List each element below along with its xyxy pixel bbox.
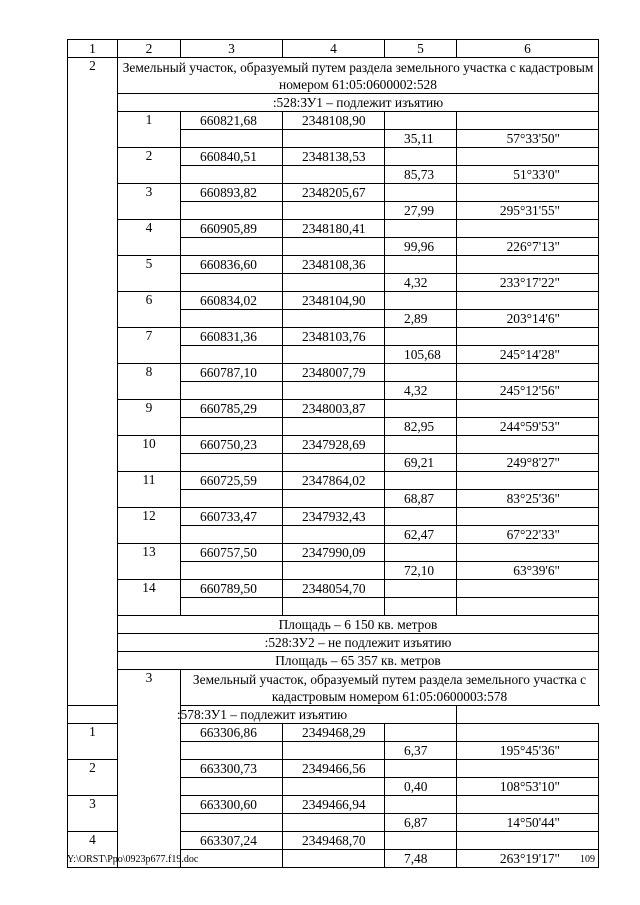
empty-cell [385,256,457,274]
section-title-row [68,670,599,706]
point-number: 1 [68,724,118,760]
coord-y: 2348007,79 [283,364,385,382]
point-number: 2 [68,760,118,796]
coord-y: 2348108,90 [283,112,385,130]
coord-x: 660821,68 [181,112,283,130]
point-number: 11 [118,472,181,508]
empty-cell [385,184,457,202]
point-number: 10 [118,436,181,472]
point-number: 8 [118,364,181,400]
empty-cell [283,598,385,616]
coord-x: 660725,59 [181,472,283,490]
coord-y: 2347990,09 [283,544,385,562]
empty-cell [385,832,457,850]
empty-cell [283,166,385,184]
point-row [68,364,599,382]
empty-cell [283,814,385,832]
segment-length: 6,87 [385,814,457,832]
empty-cell [181,418,283,436]
empty-cell [385,148,457,166]
point-row [68,112,599,130]
coord-x: 660893,82 [181,184,283,202]
direction-angle: 203°14'6" [457,310,599,328]
coord-y: 2347928,69 [283,436,385,454]
segment-length: 7,48 [385,850,457,868]
segment-length: 68,87 [385,490,457,508]
empty-cell [283,742,385,760]
subplot-row [68,706,599,724]
empty-cell [457,508,599,526]
direction-angle: 249°8'27" [457,454,599,472]
coord-y: 2348108,36 [283,256,385,274]
empty-cell [181,490,283,508]
section-title: Земельный участок, образуемый путем раздела земельного участка с кадастровым номером 61:05:0600003:578 [181,670,599,706]
empty-cell [283,202,385,220]
coordinates-table [67,39,599,868]
coord-x: 660757,50 [181,544,283,562]
summary-text: :528:ЗУ2 – не подлежит изъятию [118,634,599,652]
coord-y: 2348138,53 [283,148,385,166]
empty-cell [457,184,599,202]
coord-y: 2348205,67 [283,184,385,202]
coord-y: 2348180,41 [283,220,385,238]
subplot-label: :578:ЗУ1 – подлежит изъятию [68,706,457,724]
empty-cell [385,760,457,778]
empty-cell [181,166,283,184]
section-number: 2 [68,58,118,706]
point-number: 5 [118,256,181,292]
point-number: 7 [118,328,181,364]
summary-row [68,652,599,670]
empty-cell [283,274,385,292]
point-row [68,328,599,346]
section-title-row [68,58,599,94]
empty-cell [457,256,599,274]
direction-angle: 226°7'13" [457,238,599,256]
point-number: 14 [118,580,181,616]
empty-cell [283,238,385,256]
coord-x: 660905,89 [181,220,283,238]
empty-cell [457,580,599,598]
coord-y: 2348054,70 [283,580,385,598]
coord-y: 2349466,94 [283,796,385,814]
point-number: 13 [118,544,181,580]
coord-x: 660733,47 [181,508,283,526]
coord-x: 660831,36 [181,328,283,346]
empty-cell [457,328,599,346]
empty-cell [385,328,457,346]
segment-length: 99,96 [385,238,457,256]
column-header: 3 [181,40,283,58]
coord-y: 2347932,43 [283,508,385,526]
empty-cell [457,760,599,778]
empty-cell [385,508,457,526]
empty-cell [457,364,599,382]
direction-angle: 57°33'50" [457,130,599,148]
empty-cell [385,796,457,814]
empty-cell [181,778,283,796]
empty-cell [181,346,283,364]
direction-angle: 263°19'17" [457,850,599,868]
summary-text: Площадь – 65 357 кв. метров [118,652,599,670]
empty-cell [457,544,599,562]
subplot-label: :528:ЗУ1 – подлежит изъятию [118,94,599,112]
footer-page-number: 109 [580,854,595,865]
column-header: 6 [457,40,599,58]
header-row [68,40,599,58]
point-number: 6 [118,292,181,328]
empty-cell [385,544,457,562]
empty-cell [283,382,385,400]
empty-cell [385,400,457,418]
empty-cell [457,796,599,814]
coord-y: 2349466,56 [283,760,385,778]
segment-length: 62,47 [385,526,457,544]
direction-angle: 245°12'56" [457,382,599,400]
segment-length: 69,21 [385,454,457,472]
empty-cell [457,292,599,310]
coord-x: 660787,10 [181,364,283,382]
empty-cell [283,310,385,328]
segment-length: 85,73 [385,166,457,184]
empty-cell [457,724,599,742]
direction-angle: 195°45'36" [457,742,599,760]
segment-length: 35,11 [385,130,457,148]
point-row [68,436,599,454]
point-row [68,256,599,274]
coord-x: 663300,73 [181,760,283,778]
empty-cell [181,382,283,400]
point-number: 1 [118,112,181,148]
coord-x: 663307,24 [181,832,283,850]
segment-length: 82,95 [385,418,457,436]
coord-y: 2349468,29 [283,724,385,742]
subplot-row [68,94,599,112]
empty-cell [181,454,283,472]
coord-x: 660834,02 [181,292,283,310]
summary-text: Площадь – 6 150 кв. метров [118,616,599,634]
point-row [68,508,599,526]
empty-cell [385,724,457,742]
segment-length [385,598,457,616]
empty-cell [385,364,457,382]
empty-cell [457,832,599,850]
empty-cell [181,598,283,616]
point-number: 3 [118,184,181,220]
coord-y: 2348104,90 [283,292,385,310]
direction-angle: 67°22'33" [457,526,599,544]
segment-length: 72,10 [385,562,457,580]
section-title: Земельный участок, образуемый путем раздела земельного участка с кадастровым номером 61:05:0600002:528 [118,58,599,94]
point-row [68,400,599,418]
empty-cell [283,490,385,508]
point-row [68,148,599,166]
direction-angle: 244°59'53" [457,418,599,436]
empty-cell [283,454,385,472]
point-number: 2 [118,148,181,184]
empty-cell [181,202,283,220]
coord-x: 660836,60 [181,256,283,274]
segment-length: 4,32 [385,274,457,292]
coord-x: 660750,23 [181,436,283,454]
empty-cell [181,814,283,832]
empty-cell [457,220,599,238]
summary-row [68,634,599,652]
empty-cell [181,742,283,760]
empty-cell [283,130,385,148]
point-number: 12 [118,508,181,544]
empty-cell [385,292,457,310]
footer-file-path: Y:\ORST\Ppo\0923p677.f19.doc [67,854,199,865]
segment-length: 27,99 [385,202,457,220]
empty-cell [385,112,457,130]
coord-y: 2348003,87 [283,400,385,418]
direction-angle: 63°39'6" [457,562,599,580]
coord-x: 660840,51 [181,148,283,166]
direction-angle: 14°50'44" [457,814,599,832]
point-row [68,184,599,202]
empty-cell [457,112,599,130]
empty-cell [181,130,283,148]
direction-angle: 295°31'55" [457,202,599,220]
empty-cell [283,850,385,868]
point-row [68,292,599,310]
empty-cell [283,346,385,364]
segment-length: 0,40 [385,778,457,796]
coord-y: 2348103,76 [283,328,385,346]
empty-cell [457,436,599,454]
empty-cell [385,580,457,598]
empty-cell [283,778,385,796]
direction-angle: 108°53'10" [457,778,599,796]
coord-x: 660789,50 [181,580,283,598]
direction-angle: 51°33'0" [457,166,599,184]
direction-angle: 245°14'28" [457,346,599,364]
coord-x: 663306,86 [181,724,283,742]
empty-cell [283,526,385,544]
point-number: 4 [118,220,181,256]
point-row [68,220,599,238]
column-header: 2 [118,40,181,58]
empty-cell [457,472,599,490]
point-number: 9 [118,400,181,436]
empty-cell [385,436,457,454]
coord-y: 2347864,02 [283,472,385,490]
point-number: 3 [68,796,118,832]
empty-cell [181,526,283,544]
coord-x: 663300,60 [181,796,283,814]
empty-cell [181,562,283,580]
direction-angle: 83°25'36" [457,490,599,508]
column-header: 4 [283,40,385,58]
segment-length: 105,68 [385,346,457,364]
empty-cell [181,274,283,292]
empty-cell [385,472,457,490]
direction-angle: 233°17'22" [457,274,599,292]
column-header: 1 [68,40,118,58]
point-row [68,544,599,562]
empty-cell [283,418,385,436]
coord-x: 660785,29 [181,400,283,418]
coord-y: 2349468,70 [283,832,385,850]
segment-length: 4,32 [385,382,457,400]
empty-cell [457,148,599,166]
point-row [68,472,599,490]
empty-cell [385,220,457,238]
direction-angle [457,598,599,616]
segment-length: 6,37 [385,742,457,760]
empty-cell [181,238,283,256]
point-row [68,580,599,598]
column-header: 5 [385,40,457,58]
segment-length: 2,89 [385,310,457,328]
empty-cell [457,400,599,418]
empty-cell [283,562,385,580]
section-number: 3 [118,670,181,868]
empty-cell [181,310,283,328]
summary-row [68,616,599,634]
point-number: 4 [68,832,118,868]
